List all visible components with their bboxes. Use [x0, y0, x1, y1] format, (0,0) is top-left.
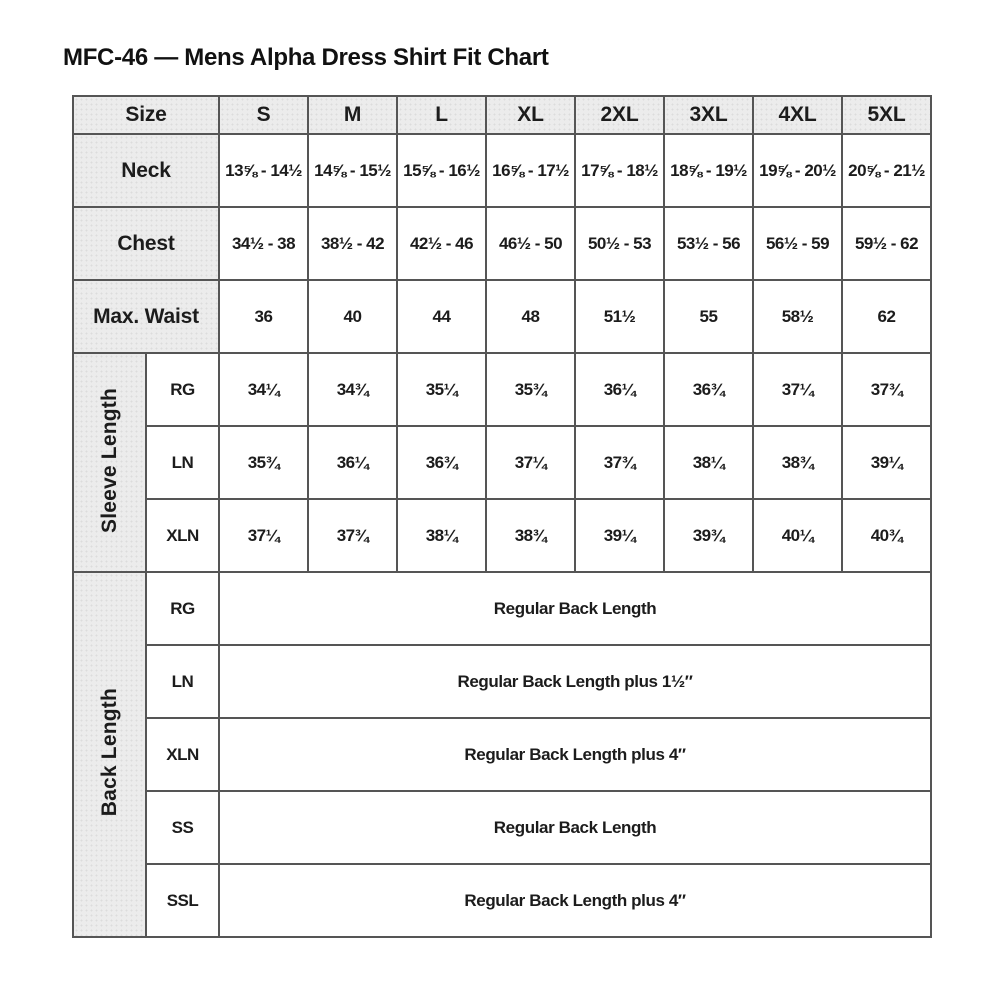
size-header-5xl: 5XL [842, 96, 931, 134]
size-column-header: Size [73, 96, 219, 134]
chest-value: 50½ - 53 [575, 207, 664, 280]
page-title: MFC-46 — Mens Alpha Dress Shirt Fit Chart [63, 44, 549, 71]
sleeve-ln-value: 37¼ [486, 426, 575, 499]
sleeve-rg-value: 34¼ [219, 353, 308, 426]
chest-label: Chest [73, 207, 219, 280]
sleeve-xln-value: 40¼ [753, 499, 842, 572]
sleeve-length-vertical-text: Sleeve Length [97, 387, 121, 533]
sleeve-ln-label: LN [146, 426, 219, 499]
sleeve-xln-value: 38¾ [486, 499, 575, 572]
sleeve-ln-value: 39¼ [842, 426, 931, 499]
back-xln-label: XLN [146, 718, 219, 791]
sleeve-length-group-label [73, 353, 146, 572]
sleeve-ln-value: 37¾ [575, 426, 664, 499]
neck-value: 17⅝ - 18½ [575, 134, 664, 207]
chest-value: 53½ - 56 [664, 207, 753, 280]
size-header-xl: XL [486, 96, 575, 134]
chest-value: 59½ - 62 [842, 207, 931, 280]
sleeve-rg-value: 36¾ [664, 353, 753, 426]
sleeve-xln-value: 39¼ [575, 499, 664, 572]
back-ln-row [73, 645, 931, 718]
size-header-l: L [397, 96, 486, 134]
max-waist-value: 55 [664, 280, 753, 353]
sleeve-rg-value: 37¾ [842, 353, 931, 426]
back-ssl-row [73, 864, 931, 937]
fit-chart-table [72, 95, 932, 938]
neck-row [73, 134, 931, 207]
max-waist-value: 51½ [575, 280, 664, 353]
back-ssl-label: SSL [146, 864, 219, 937]
back-ss-label: SS [146, 791, 219, 864]
back-ss-value: Regular Back Length [219, 791, 931, 864]
neck-value: 14⅝ - 15½ [308, 134, 397, 207]
neck-value: 16⅝ - 17½ [486, 134, 575, 207]
max-waist-value: 40 [308, 280, 397, 353]
max-waist-value: 48 [486, 280, 575, 353]
sleeve-xln-value: 37¼ [219, 499, 308, 572]
sleeve-rg-label: RG [146, 353, 219, 426]
chest-row [73, 207, 931, 280]
max-waist-value: 58½ [753, 280, 842, 353]
sleeve-rg-row [73, 353, 931, 426]
neck-value: 18⅝ - 19½ [664, 134, 753, 207]
sleeve-xln-value: 38¼ [397, 499, 486, 572]
back-xln-row [73, 718, 931, 791]
sleeve-ln-value: 35¾ [219, 426, 308, 499]
back-ss-row [73, 791, 931, 864]
back-rg-label: RG [146, 572, 219, 645]
header-row [73, 96, 931, 134]
sleeve-ln-value: 36¾ [397, 426, 486, 499]
sleeve-ln-value: 36¼ [308, 426, 397, 499]
chest-value: 56½ - 59 [753, 207, 842, 280]
sleeve-ln-value: 38¾ [753, 426, 842, 499]
sleeve-rg-value: 35¾ [486, 353, 575, 426]
size-header-2xl: 2XL [575, 96, 664, 134]
max-waist-label: Max. Waist [73, 280, 219, 353]
sleeve-xln-label: XLN [146, 499, 219, 572]
size-header-m: M [308, 96, 397, 134]
sleeve-rg-value: 37¼ [753, 353, 842, 426]
sleeve-rg-value: 34¾ [308, 353, 397, 426]
back-ssl-value: Regular Back Length plus 4″ [219, 864, 931, 937]
max-waist-value: 36 [219, 280, 308, 353]
max-waist-row [73, 280, 931, 353]
size-header-3xl: 3XL [664, 96, 753, 134]
sleeve-rg-value: 36¼ [575, 353, 664, 426]
chest-value: 34½ - 38 [219, 207, 308, 280]
sleeve-ln-value: 38¼ [664, 426, 753, 499]
chest-value: 38½ - 42 [308, 207, 397, 280]
sleeve-ln-row [73, 426, 931, 499]
sleeve-xln-value: 39¾ [664, 499, 753, 572]
back-length-group-label [73, 572, 146, 937]
sleeve-xln-value: 40¾ [842, 499, 931, 572]
back-rg-value: Regular Back Length [219, 572, 931, 645]
back-xln-value: Regular Back Length plus 4″ [219, 718, 931, 791]
chest-value: 42½ - 46 [397, 207, 486, 280]
size-header-s: S [219, 96, 308, 134]
max-waist-value: 62 [842, 280, 931, 353]
max-waist-value: 44 [397, 280, 486, 353]
size-header-4xl: 4XL [753, 96, 842, 134]
sleeve-xln-value: 37¾ [308, 499, 397, 572]
sleeve-rg-value: 35¼ [397, 353, 486, 426]
sleeve-xln-row [73, 499, 931, 572]
chest-value: 46½ - 50 [486, 207, 575, 280]
back-ln-label: LN [146, 645, 219, 718]
neck-value: 15⅝ - 16½ [397, 134, 486, 207]
back-rg-row [73, 572, 931, 645]
back-length-vertical-text: Back Length [97, 687, 121, 817]
neck-label: Neck [73, 134, 219, 207]
back-ln-value: Regular Back Length plus 1½″ [219, 645, 931, 718]
neck-value: 20⅝ - 21½ [842, 134, 931, 207]
neck-value: 13⅝ - 14½ [219, 134, 308, 207]
neck-value: 19⅝ - 20½ [753, 134, 842, 207]
